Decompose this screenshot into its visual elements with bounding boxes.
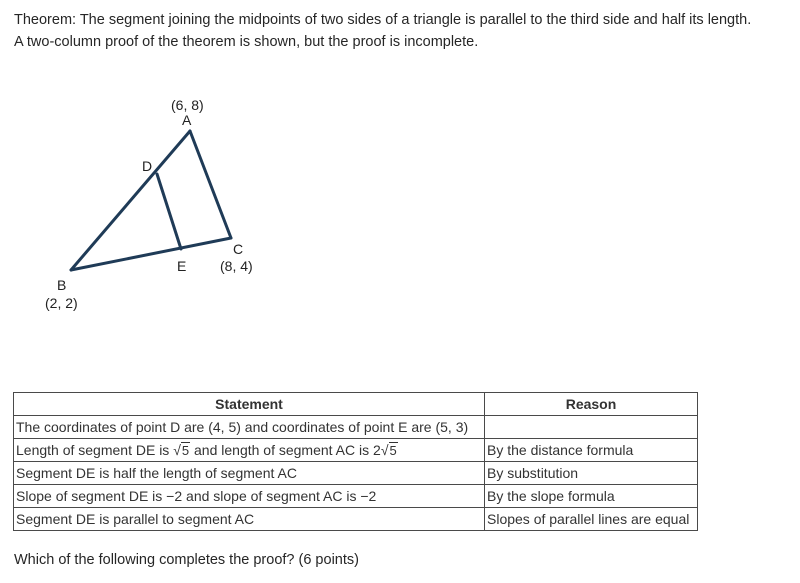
point-b-label: B (57, 277, 67, 293)
radicand: 5 (389, 442, 397, 458)
intro-text: A two-column proof of the theorem is shown, but the proof is incomplete. (14, 34, 479, 50)
table-header-row (14, 393, 698, 416)
problem-intro (14, 9, 794, 53)
point-c-coords: (8, 4) (220, 258, 253, 274)
proof-table (13, 392, 698, 531)
table-row (14, 439, 698, 462)
segment-ac (190, 131, 231, 238)
statement-middle: and length of segment AC is (190, 441, 374, 458)
statement-header: Statement (14, 393, 485, 416)
statement-cell (14, 439, 485, 462)
point-a-label: A (182, 112, 192, 128)
sqrt-expression (173, 440, 190, 461)
statement-prefix: Length of segment DE is (16, 441, 174, 458)
sqrt-expression (381, 440, 398, 461)
table-row (14, 416, 698, 439)
radical-sign-icon: √ (380, 441, 389, 458)
theorem-text: Theorem: The segment joining the midpoints of two sides of a triangle is parallel to the third side and half its length. (14, 12, 752, 28)
question-text: Which of the following completes the proof? (6 points) (14, 552, 359, 568)
table-row (14, 485, 698, 508)
reason-header: Reason (485, 393, 698, 416)
reason-cell: By the slope formula (485, 485, 698, 508)
radicand: 5 (181, 442, 190, 458)
reason-cell: By substitution (485, 462, 698, 485)
triangle-figure (30, 70, 300, 355)
point-d-label: D (142, 158, 153, 174)
point-b-coords: (2, 2) (45, 295, 78, 311)
table-row (14, 508, 698, 531)
point-e-label: E (177, 258, 187, 274)
statement-cell: Segment DE is half the length of segment AC (14, 462, 485, 485)
point-c-label: C (233, 241, 244, 257)
point-a-coords: (6, 8) (171, 97, 204, 113)
statement-cell: The coordinates of point D are (4, 5) and coordinates of point E are (5, 3) (14, 416, 485, 439)
reason-cell: Slopes of parallel lines are equal (485, 508, 698, 531)
reason-cell (485, 416, 698, 439)
segment-de (157, 174, 181, 249)
table-row (14, 462, 698, 485)
ac-coefficient: 2 (373, 441, 381, 458)
statement-cell: Segment DE is parallel to segment AC (14, 508, 485, 531)
radical-sign-icon: √ (173, 441, 181, 458)
reason-cell: By the distance formula (485, 439, 698, 462)
triangle-diagram (30, 70, 300, 355)
statement-cell: Slope of segment DE is −2 and slope of segment AC is −2 (14, 485, 485, 508)
